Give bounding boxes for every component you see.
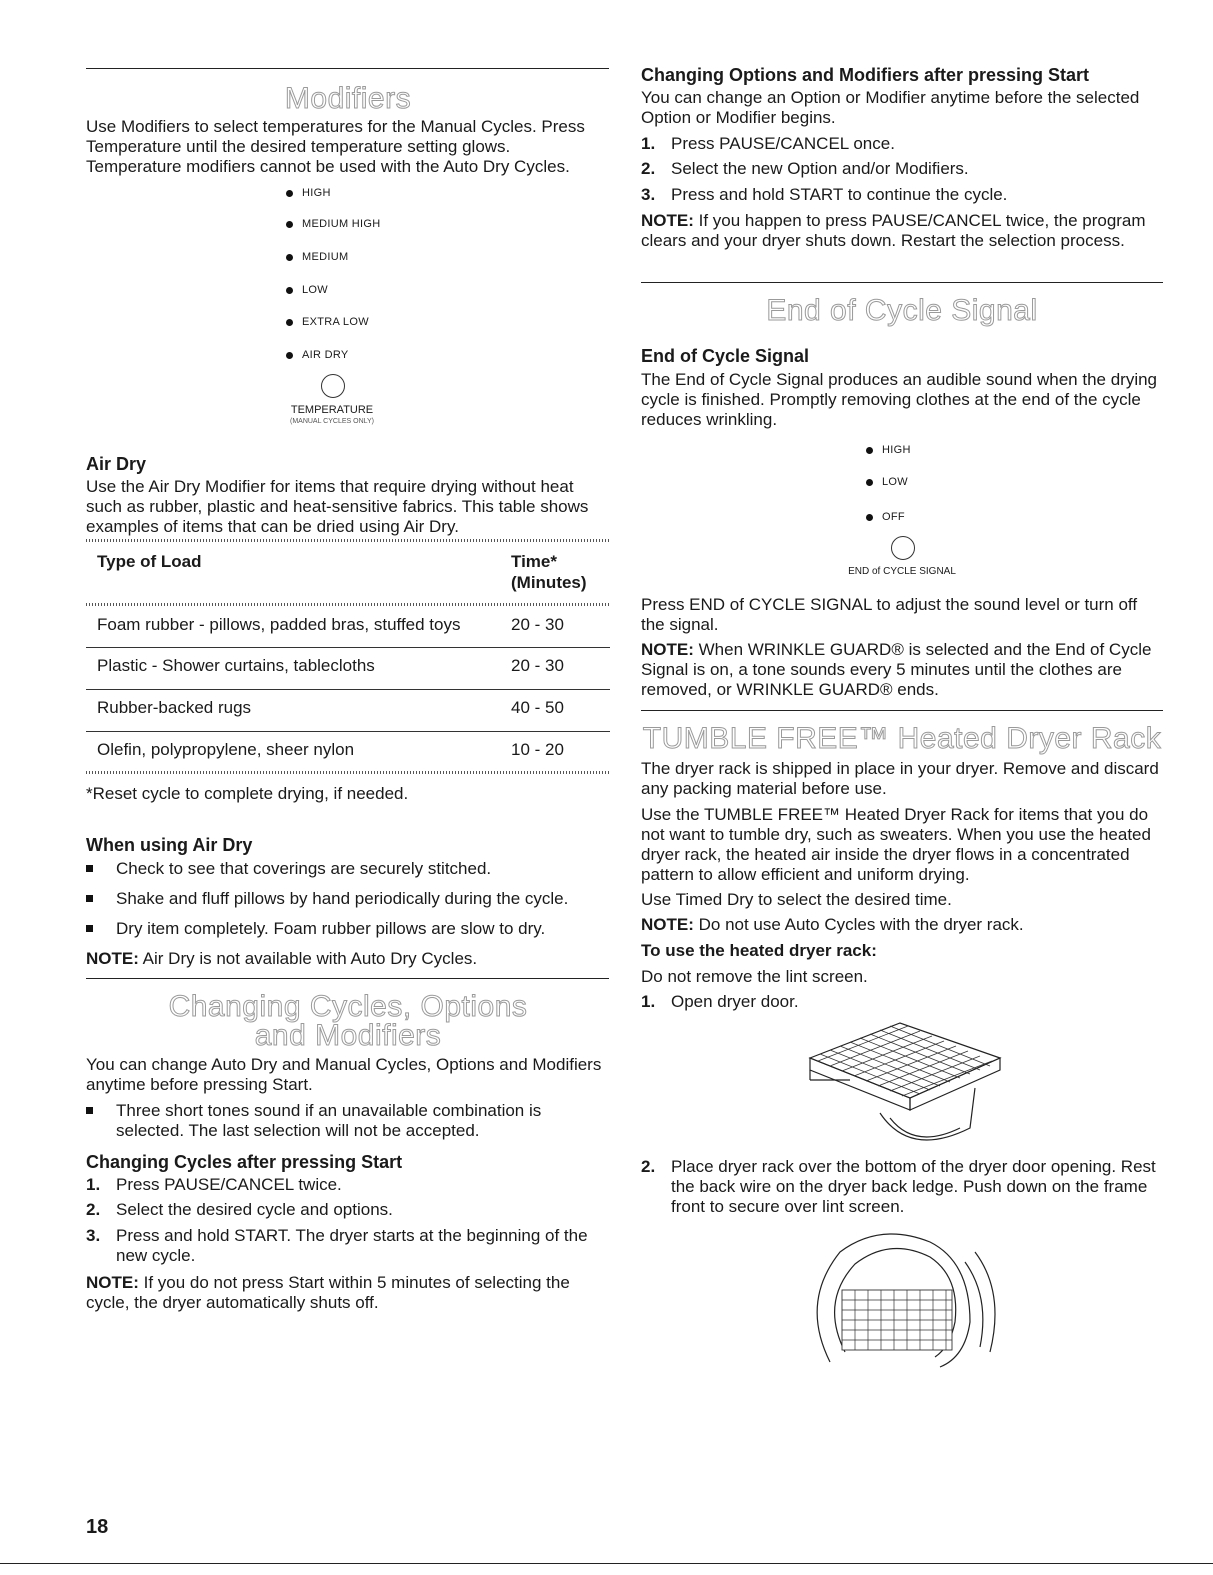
options-step: 3. Press and hold START to continue the cycle. [641,185,1008,204]
signal-note: NOTE: When WRINKLE GUARD® is selected and the End of Cycle Signal is on, a tone sounds every 5 minutes until the clothes are removed, or WRINKLE GUARD® ends. [641,640,1152,699]
cycles-step: 2. Select the desired cycle and options. [86,1200,393,1219]
signal-press-text: Press END of CYCLE SIGNAL to adjust the sound level or turn off the signal. [641,595,1138,634]
rack-sub-heading: To use the heated dryer rack: [641,941,877,960]
table-row-load: Plastic - Shower curtains, tablecloths [97,656,375,675]
signal-level-off: OFF [866,511,905,523]
rack-p4: Do not remove the lint screen. [641,967,868,986]
changing-bullet: Three short tones sound if an unavailable combination is selected. The last selection will not be accepted. [86,1101,610,1141]
when-using-bullet: Check to see that coverings are securely stitched. [86,859,610,879]
air-dry-heading: Air Dry [86,454,147,474]
dryer-door-rack-illustration [800,1222,1010,1370]
changing-note: NOTE: If you do not press Start within 5 minutes of selecting the cycle, the dryer automatically shuts off. [86,1273,570,1312]
table-row-time: 40 - 50 [511,698,564,717]
indicator-dot-icon [286,190,293,197]
temperature-knob-icon [321,374,345,398]
table-header-minutes: (Minutes) [511,573,587,592]
indicator-dot-icon [866,514,873,521]
bullet-square-icon [86,895,93,902]
section-title-changing-line1: Changing Cycles, Options [168,990,528,1023]
when-using-bullet: Shake and fluff pillows by hand periodically during the cycle. [86,889,610,909]
when-using-bullet: Dry item completely. Foam rubber pillows are slow to dry. [86,919,610,939]
temp-level-extra-low: EXTRA LOW [286,316,369,328]
section-title-changing-line2: and Modifiers [254,1019,442,1052]
signal-heading: End of Cycle Signal [641,346,810,366]
table-header-border [86,603,610,606]
rack-step: 1. Open dryer door. [641,992,799,1011]
indicator-dot-icon [286,287,293,294]
indicator-dot-icon [866,479,873,486]
options-step: 1. Press PAUSE/CANCEL once. [641,134,895,153]
when-using-heading: When using Air Dry [86,835,253,855]
rack-p2: Use the TUMBLE FREE™ Heated Dryer Rack for items that you do not want to tumble dry, such as sweaters. When you use the heated dryer rack, the heated air inside the dryer flows in a concentrated pattern to allow efficient and uniform drying. [641,805,1151,884]
top-rule-left [86,68,609,69]
table-bottom-border [86,771,610,774]
options-change-note: NOTE: If you happen to press PAUSE/CANCEL twice, the program clears and your dryer shuts down. Restart the selection process. [641,211,1146,250]
table-row-load: Olefin, polypropylene, sheer nylon [97,740,355,759]
air-dry-footnote: *Reset cycle to complete drying, if needed. [86,784,409,803]
options-step: 2. Select the new Option and/or Modifiers. [641,159,969,178]
indicator-dot-icon [866,447,873,454]
rack-step: 2. Place dryer rack over the bottom of the dryer door opening. Rest the back wire on the dryer back ledge. Push down on the frame front to secure over lint screen. [641,1157,1156,1216]
indicator-dot-icon [286,254,293,261]
section-title-rack: TUMBLE FREE™ Heated Dryer Rack [642,722,1162,755]
table-header-load: Type of Load [97,552,202,571]
section-title-signal: End of Cycle Signal [766,294,1038,327]
indicator-dot-icon [286,221,293,228]
temp-level-low: LOW [286,284,328,296]
table-top-border [86,539,610,542]
temperature-knob-sublabel: (MANUAL CYCLES ONLY) [289,418,375,425]
bottom-rule [0,1563,1213,1564]
temp-level-medium-high: MEDIUM HIGH [286,218,380,230]
indicator-dot-icon [286,352,293,359]
page-number: 18 [86,1516,109,1538]
rack-note: NOTE: Do not use Auto Cycles with the dryer rack. [641,915,1024,934]
signal-level-low: LOW [866,476,908,488]
rack-p1: The dryer rack is shipped in place in your dryer. Remove and discard any packing material before use. [641,759,1159,798]
temp-level-high: HIGH [286,187,331,199]
section-title-modifiers: Modifiers [284,82,412,115]
when-using-note: NOTE: Air Dry is not available with Auto Dry Cycles. [86,949,478,968]
table-row-load: Foam rubber - pillows, padded bras, stuffed toys [97,615,461,634]
options-change-heading: Changing Options and Modifiers after pressing Start [641,65,1090,85]
rack-p3: Use Timed Dry to select the desired time. [641,890,952,909]
table-header-time: Time* [511,552,557,571]
bullet-square-icon [86,925,93,932]
section-rule [86,978,609,979]
section-rule [641,282,1163,283]
signal-text: The End of Cycle Signal produces an audible sound when the drying cycle is finished. Promptly removing clothes at the end of the cycle reduces wrinkling. [641,370,1158,429]
section-rule [641,710,1163,711]
table-row-divider [86,731,610,732]
temp-level-medium: MEDIUM [286,251,348,263]
table-row-time: 20 - 30 [511,615,564,634]
bullet-square-icon [86,1107,93,1114]
table-row-divider [86,689,610,690]
changing-cycles-heading: Changing Cycles after pressing Start [86,1152,403,1172]
air-dry-text: Use the Air Dry Modifier for items that require drying without heat such as rubber, plastic and heat-sensitive fabrics. This table shows examples of items that can be dried using Air Dry. [86,477,589,536]
changing-intro: You can change Auto Dry and Manual Cycles, Options and Modifiers anytime before pressing Start. [86,1055,602,1094]
options-change-intro: You can change an Option or Modifier anytime before the selected Option or Modifier begins. [641,88,1140,127]
dryer-rack-illustration [800,1018,1010,1158]
cycles-step: 3. Press and hold START. The dryer starts at the beginning of the new cycle. [86,1226,588,1265]
temp-level-air-dry: AIR DRY [286,349,349,361]
table-row-load: Rubber-backed rugs [97,698,252,717]
signal-knob-label: END of CYCLE SIGNAL [848,566,956,577]
signal-knob-icon [891,536,915,560]
bullet-square-icon [86,865,93,872]
temperature-knob-label: TEMPERATURE [290,404,374,416]
indicator-dot-icon [286,319,293,326]
table-row-time: 10 - 20 [511,740,564,759]
cycles-step: 1. Press PAUSE/CANCEL twice. [86,1175,342,1194]
table-row-divider [86,647,610,648]
modifiers-intro: Use Modifiers to select temperatures for the Manual Cycles. Press Temperature until the desired temperature setting glows. Temperature modifiers cannot be used with the Auto Dry Cycles. [86,117,585,176]
table-row-time: 20 - 30 [511,656,564,675]
signal-level-high: HIGH [866,444,911,456]
